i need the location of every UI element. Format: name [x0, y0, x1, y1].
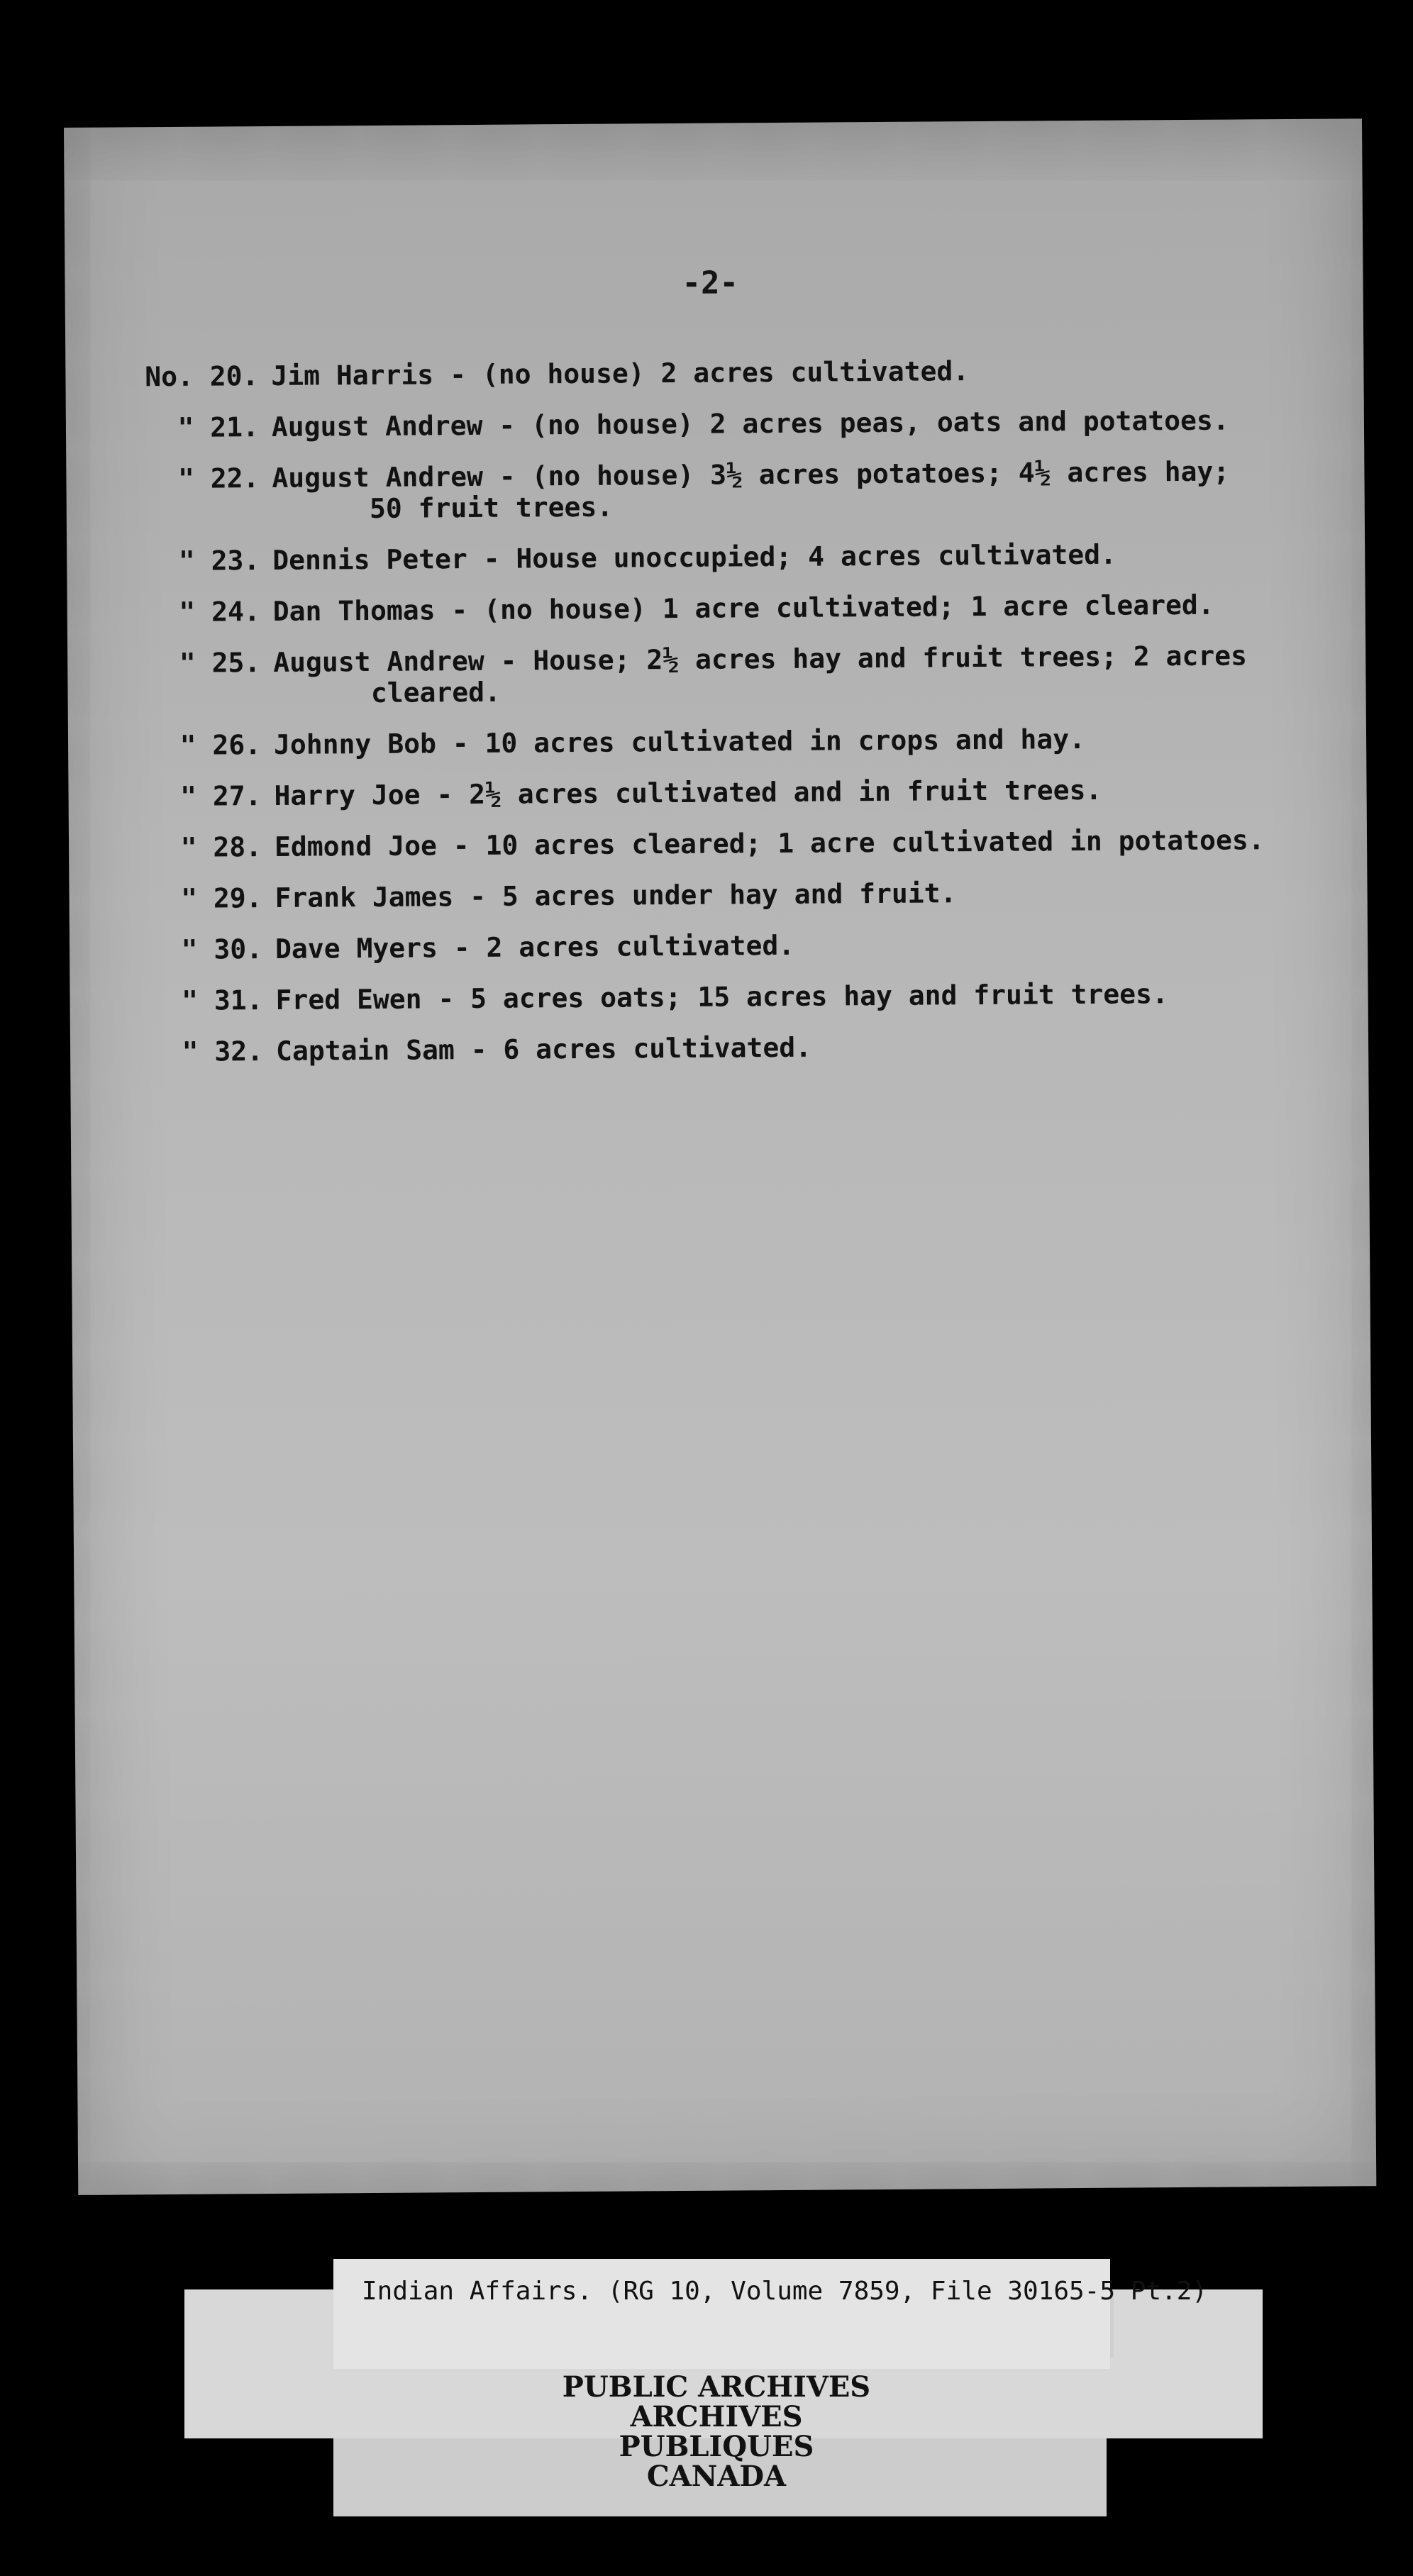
list-item — [109, 455, 1351, 526]
entry-number: No. 20. — [145, 360, 259, 393]
reference-label — [333, 2259, 1110, 2369]
list-item — [110, 588, 1351, 628]
list-item — [112, 977, 1353, 1016]
archives-line-2: ARCHIVES PUBLIQUES — [619, 2400, 814, 2463]
entry-number: " 29. — [181, 882, 262, 914]
list-item — [109, 537, 1351, 577]
entry-number: " 25. — [179, 647, 261, 679]
entry-text: Captain Sam - 6 acres cultivated. — [275, 1031, 812, 1067]
entry-text: August Andrew - (no house) 2 acres peas, oats and potatoes. — [271, 404, 1229, 443]
entry-number: " 31. — [182, 984, 263, 1016]
archival-reference: Indian Affairs. (RG 10, Volume 7859, File 30165-5 Pt.2) — [362, 2277, 1208, 2306]
archives-stamp — [539, 2372, 894, 2492]
entry-number: " 24. — [179, 596, 260, 628]
entry-text: Frank James - 5 acres under hay and fruit. — [275, 877, 957, 914]
entry-list — [108, 352, 1354, 1087]
list-item — [111, 823, 1353, 863]
document-page — [64, 118, 1376, 2195]
entry-text: Edmond Joe - 10 acres cleared; 1 acre cultivated in potatoes. — [274, 824, 1265, 862]
list-item — [111, 875, 1353, 914]
entry-number: " 21. — [177, 411, 260, 443]
entry-number: " 22. — [177, 462, 260, 494]
archives-line-1: PUBLIC ARCHIVES — [562, 2370, 871, 2404]
entry-text: August Andrew - House; 2½ acres hay and fruit trees; 2 acres cleared. — [273, 640, 1248, 709]
entry-text: Dan Thomas - (no house) 1 acre cultivated; 1 acre cleared. — [272, 589, 1214, 627]
entry-number: " 30. — [181, 933, 263, 965]
list-item — [110, 639, 1352, 710]
list-item — [111, 721, 1352, 761]
entry-text: Harry Joe - 2½ acres cultivated and in fruit trees. — [274, 774, 1102, 811]
entry-text: Fred Ewen - 5 acres oats; 15 acres hay and fruit trees. — [275, 978, 1169, 1016]
entry-number: " 32. — [182, 1036, 264, 1067]
entry-text: Johnny Bob - 10 acres cultivated in crops and hay. — [273, 723, 1086, 760]
entry-number: " 28. — [180, 831, 262, 863]
entry-text: Jim Harris - (no house) 2 acres cultivated. — [271, 355, 970, 392]
list-item — [109, 404, 1350, 443]
entry-text: Dennis Peter - House unoccupied; 4 acres cultivated. — [272, 538, 1117, 576]
list-item — [111, 772, 1352, 812]
list-item — [108, 352, 1349, 392]
entry-number: " 26. — [179, 729, 262, 761]
archives-line-3: CANADA — [646, 2460, 787, 2493]
list-item — [112, 926, 1353, 965]
entry-number: " 27. — [180, 780, 262, 812]
entry-text: August Andrew - (no house) 3½ acres potatoes; 4½ acres hay; 50 fruit trees. — [272, 455, 1230, 525]
list-item — [113, 1028, 1354, 1067]
page-number: -2- — [682, 265, 739, 301]
entry-number: " 23. — [178, 545, 260, 577]
entry-text: Dave Myers - 2 acres cultivated. — [275, 929, 795, 965]
